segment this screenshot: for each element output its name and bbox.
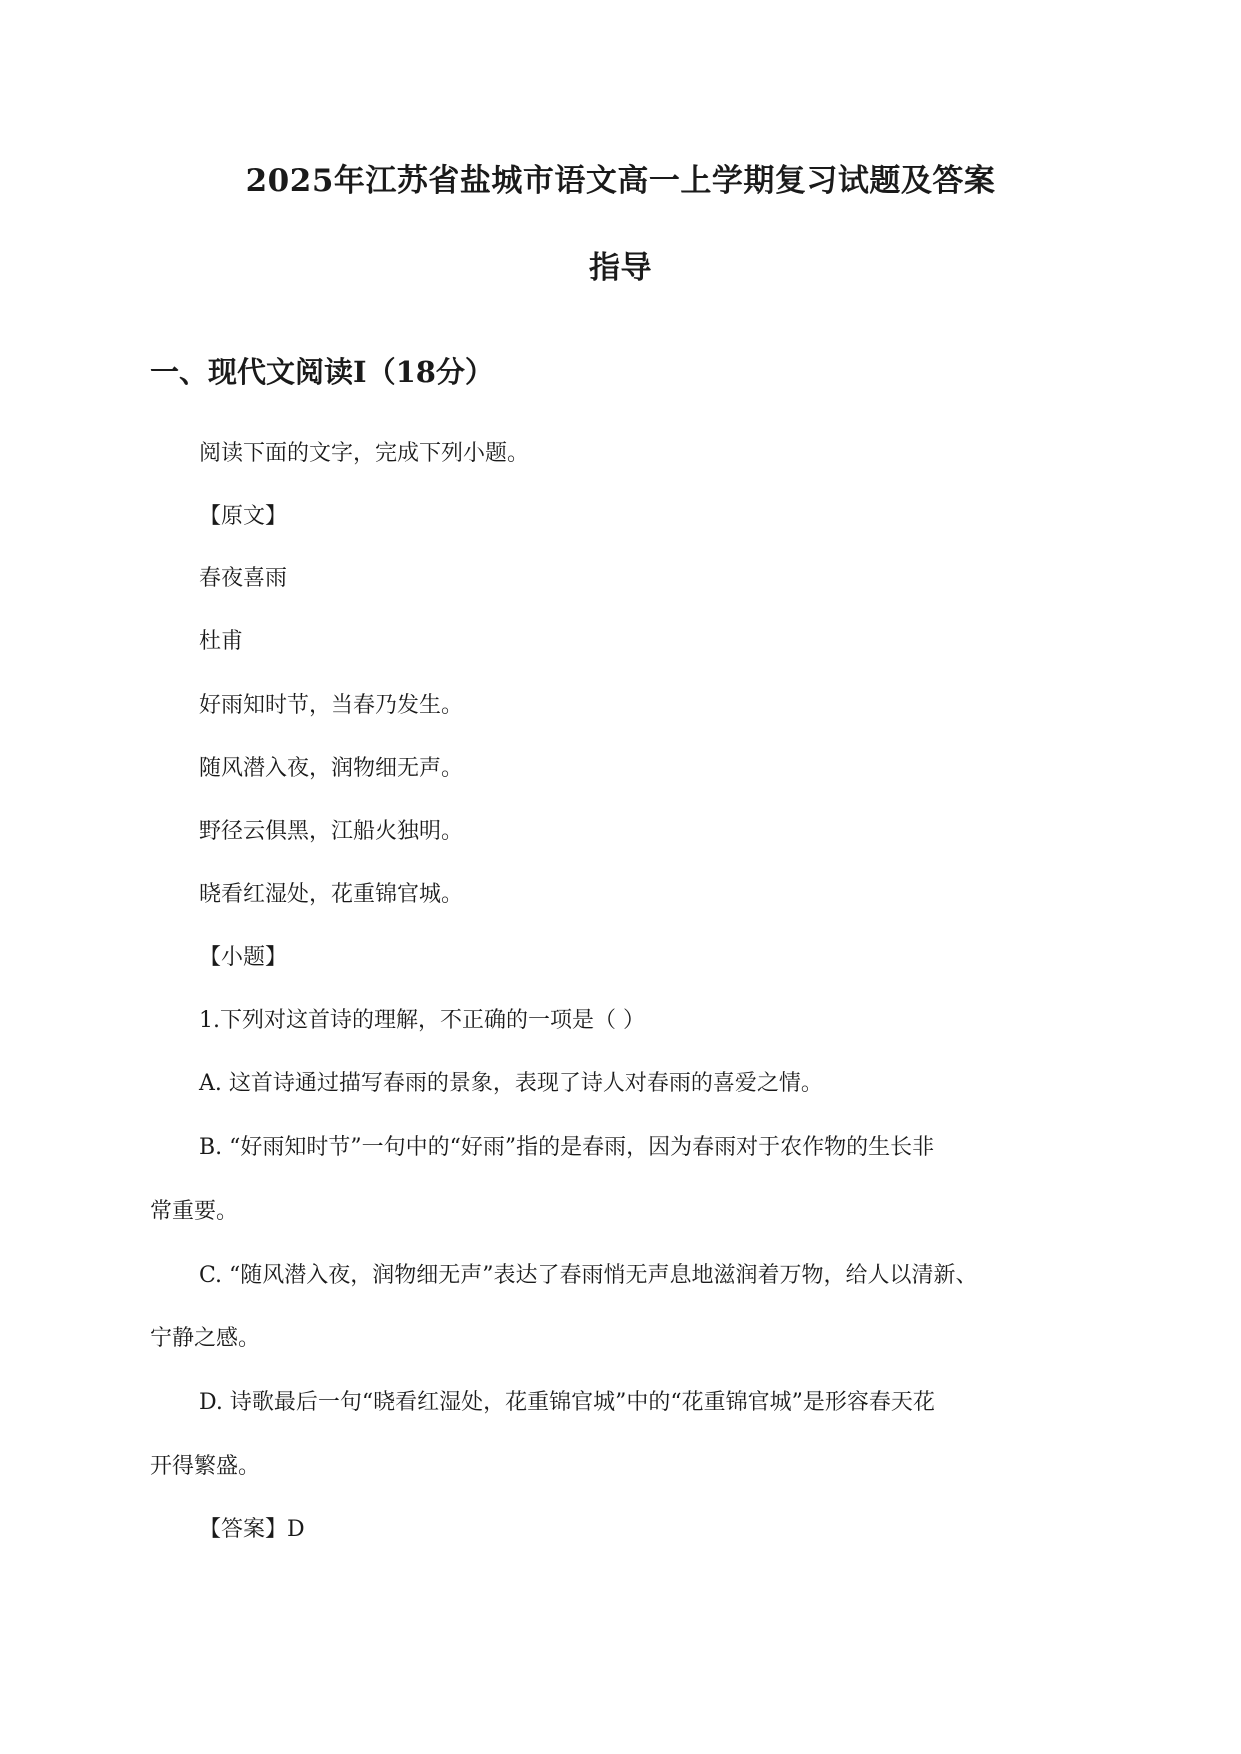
document-title: 2025年江苏省盐城市语文高一上学期复习试题及答案 xyxy=(245,163,996,199)
question-1-option-d-continued: 开得繁盛。 xyxy=(150,1454,261,1479)
question-1-option-b-continued: 常重要。 xyxy=(150,1199,239,1224)
question-1-option-c-continued: 宁静之感。 xyxy=(150,1326,261,1351)
poem-line-2: 随风潜入夜，润物细无声。 xyxy=(199,756,464,781)
question-1-stem: 1.下列对这首诗的理解，不正确的一项是（ ） xyxy=(199,1008,645,1033)
document-title-continuation: 指导 xyxy=(589,250,652,286)
instruction-text: 阅读下面的文字，完成下列小题。 xyxy=(199,441,530,466)
poem-line-3: 野径云俱黑，江船火独明。 xyxy=(199,819,464,844)
question-1-option-a: A. 这首诗通过描写春雨的景象，表现了诗人对春雨的喜爱之情。 xyxy=(199,1071,823,1096)
poem-line-4: 晓看红湿处，花重锦官城。 xyxy=(199,882,464,907)
original-text-label: 【原文】 xyxy=(199,504,288,529)
section-heading: 一、现代文阅读Ⅰ（18分） xyxy=(150,355,494,389)
poem-line-1: 好雨知时节，当春乃发生。 xyxy=(199,693,464,718)
question-1-option-d: D. 诗歌最后一句“晓看红湿处，花重锦官城”中的“花重锦官城”是形容春天花 xyxy=(199,1390,935,1415)
poem-title: 春夜喜雨 xyxy=(199,566,288,591)
questions-label: 【小题】 xyxy=(199,945,288,970)
question-1-answer: 【答案】D xyxy=(199,1517,305,1542)
question-1-option-b: B. “好雨知时节”一句中的“好雨”指的是春雨，因为春雨对于农作物的生长非 xyxy=(199,1135,935,1160)
question-1-option-c: C. “随风潜入夜，润物细无声”表达了春雨悄无声息地滋润着万物，给人以清新、 xyxy=(199,1263,978,1288)
poem-author: 杜甫 xyxy=(199,629,244,654)
